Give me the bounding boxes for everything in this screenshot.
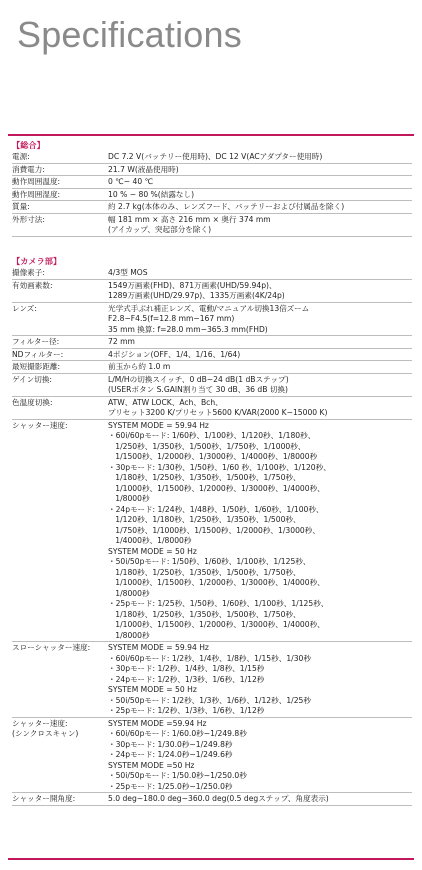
spec-value-line: ・25pモード: 1/2秒、1/3秒、1/6秒、1/12秒	[108, 706, 265, 715]
spec-row	[12, 201, 412, 214]
spec-label: 質量:	[12, 202, 30, 211]
spec-label: NDフィルター:	[12, 349, 64, 359]
spec-label: シャッター速度:	[12, 420, 68, 430]
spec-value	[108, 165, 412, 176]
section-title: 【カメラ部】	[12, 256, 62, 266]
spec-value-line: ・60i/60pモード: 1/2秒、1/4秒、1/8秒、1/15秒、1/30秒	[108, 653, 311, 663]
spec-row	[12, 374, 412, 397]
spec-row	[12, 642, 412, 718]
spec-value-line: SYSTEM MODE =59.94 Hz	[108, 718, 207, 728]
spec-value-line: 幅 181 mm × 高さ 216 mm × 奥行 374 mm	[108, 214, 271, 224]
spec-value-line: SYSTEM MODE = 59.94 Hz	[108, 643, 209, 652]
spec-label: スローシャッター速度:	[12, 643, 91, 652]
spec-value-line: ・24pモード: 1/24.0秒~1/249.6秒	[108, 750, 233, 759]
spec-row	[12, 336, 412, 349]
spec-value	[108, 350, 412, 361]
spec-value-line: 5.0 deg~180.0 deg~360.0 deg(0.5 degステップ、角度表示)	[108, 794, 329, 803]
spec-value-line: (アイカップ、突起部分を除く)	[108, 225, 212, 234]
spec-value-line: ・60i/60pモード: 1/60秒、1/100秒、1/120秒、1/180秒、	[108, 431, 316, 440]
spec-label: レンズ:	[12, 303, 37, 313]
spec-value	[108, 304, 412, 336]
spec-row	[12, 397, 412, 420]
camera-section	[12, 256, 412, 806]
spec-value-line: 4/3型 MOS	[108, 268, 148, 277]
spec-label: ゲイン切換:	[12, 374, 52, 384]
spec-label: 消費電力:	[12, 164, 45, 174]
spec-value	[108, 643, 412, 717]
spec-value	[108, 177, 412, 188]
spec-value-line: ・50i/50pモード: 1/50.0秒~1/250.0秒	[108, 771, 247, 780]
spec-value	[108, 398, 412, 419]
spec-row	[12, 267, 412, 280]
spec-value-line: ・25pモード: 1/25.0秒~1/250.0秒	[108, 781, 233, 791]
spec-value-line: 1/180秒、1/250秒、1/350秒、1/500秒、1/750秒、	[108, 609, 301, 619]
spec-value	[108, 421, 412, 642]
spec-label: 電源:	[12, 152, 30, 161]
spec-value-line: 前玉から約 1.0 m	[108, 362, 171, 371]
spec-label: 動作周囲湿度:	[12, 189, 61, 199]
spec-value	[108, 362, 412, 373]
spec-value-line: 1/1000秒、1/1500秒、1/2000秒、1/3000秒、1/4000秒、	[108, 483, 325, 493]
spec-row	[12, 718, 412, 794]
spec-value	[108, 794, 412, 805]
spec-value-line: F2.8−F4.5(f=12.8 mm−167 mm)	[108, 314, 235, 323]
spec-label: フィルター径:	[12, 337, 60, 346]
spec-value-line: ・50i/50pモード: 1/2秒、1/3秒、1/6秒、1/12秒、1/25秒	[108, 695, 311, 705]
spec-row	[12, 176, 412, 189]
spec-value-line: 1/180秒、1/250秒、1/350秒、1/500秒、1/750秒、	[108, 473, 301, 482]
spec-row	[12, 420, 412, 643]
spec-value-line: 1/1000秒、1/1500秒、1/2000秒、1/3000秒、1/4000秒、	[108, 578, 325, 587]
spec-value-line: 1549万画素(FHD)、871万画素(UHD/59.94p)、	[108, 280, 277, 290]
spec-value-line: ・30pモード: 1/2秒、1/4秒、1/8秒、1/15秒	[108, 664, 265, 673]
spec-value-line: 1/250秒、1/350秒、1/500秒、1/750秒、1/1000秒、	[108, 441, 306, 451]
spec-value	[108, 337, 412, 348]
spec-value-line: 1/8000秒	[108, 588, 150, 598]
spec-label: 最短撮影距離:	[12, 362, 61, 371]
spec-value	[108, 375, 412, 396]
spec-value-line: 約 2.7 kg(本体のみ、レンズフード、バッテリーおよび付属品を除く)	[108, 202, 345, 211]
spec-row	[12, 303, 412, 337]
spec-rows	[12, 267, 412, 806]
spec-row	[12, 280, 412, 303]
spec-value-line: ・24pモード: 1/2秒、1/3秒、1/6秒、1/12秒	[108, 674, 265, 684]
spec-value-line: 1/1000秒、1/1500秒、1/2000秒、1/3000秒、1/4000秒、	[108, 620, 325, 629]
spec-row	[12, 189, 412, 202]
spec-value	[108, 215, 412, 236]
spec-value-line: 4ポジション(OFF、1/4、1/16、1/64)	[108, 349, 241, 359]
spec-value-line: SYSTEM MODE = 50 Hz	[108, 685, 197, 694]
top-rule	[8, 134, 414, 136]
spec-value	[108, 268, 412, 279]
spec-label: 色温度切換:	[12, 397, 53, 407]
spec-value-line: 72 mm	[108, 337, 135, 346]
spec-value-line: DC 7.2 V(バッテリー使用時)、DC 12 V(ACアダプター使用時)	[108, 152, 323, 161]
section-title: 【総合】	[12, 140, 45, 150]
spec-value-line: ・24pモード: 1/24秒、1/48秒、1/50秒、1/60秒、1/100秒、	[108, 504, 324, 514]
spec-value-line: ・25pモード: 1/25秒、1/50秒、1/60秒、1/100秒、1/125秒、	[108, 599, 329, 608]
spec-value-line: ATW、ATW LOCK、Ach、Bch、	[108, 397, 223, 407]
spec-label: シャッター速度: (シンクロスキャン)	[12, 718, 79, 738]
spec-value-line: SYSTEM MODE =50 Hz	[108, 760, 195, 770]
spec-label: 動作周囲温度:	[12, 177, 61, 186]
spec-value-line: 0 ℃~ 40 ℃	[108, 177, 154, 186]
spec-value-line: 10 % ~ 80 %(結露なし)	[108, 189, 195, 199]
spec-value-line: 1/180秒、1/250秒、1/350秒、1/500秒、1/750秒、	[108, 567, 301, 577]
spec-value-line: プリセット3200 K/プリセット5600 K/VAR(2000 K~15000 K)	[108, 408, 328, 417]
bottom-rule	[8, 858, 414, 860]
spec-value-line: SYSTEM MODE = 59.94 Hz	[108, 420, 209, 430]
spec-value-line: 1/750秒、1/1000秒、1/1500秒、1/2000秒、1/3000秒、	[108, 525, 320, 535]
spec-value-line: ・30pモード: 1/30.0秒~1/249.8秒	[108, 739, 233, 749]
spec-value-line: 21.7 W(液晶使用時)	[108, 164, 179, 174]
spec-row	[12, 361, 412, 374]
spec-value-line: ・60i/60pモード: 1/60.0秒~1/249.8秒	[108, 729, 247, 738]
page-title: Specifications	[17, 14, 242, 55]
spec-label: シャッター開角度:	[12, 794, 76, 803]
spec-value	[108, 202, 412, 213]
spec-value-line: (USERボタン S.GAIN割り当て 30 dB、36 dB 切換)	[108, 385, 289, 394]
spec-label: 外形寸法:	[12, 214, 45, 224]
spec-value-line: 1/4000秒、1/8000秒	[108, 536, 192, 545]
spec-value-line: ・50i/50pモード: 1/50秒、1/60秒、1/100秒、1/125秒、	[108, 557, 311, 566]
spec-rows	[12, 151, 412, 237]
spec-row	[12, 164, 412, 177]
spec-value-line: ・30pモード: 1/30秒、1/50秒、1/60 秒、1/100秒、1/120秒、	[108, 462, 331, 472]
spec-value	[108, 719, 412, 793]
spec-value-line: 1289万画素(UHD/29.97p)、1335万画素(4K/24p)	[108, 291, 285, 300]
spec-row	[12, 349, 412, 362]
general-section	[12, 140, 412, 237]
spec-row	[12, 214, 412, 237]
spec-value-line: 1/8000秒	[108, 494, 150, 503]
spec-label: 有効画素数:	[12, 280, 53, 290]
spec-value-line: L/M/Hの切換スイッチ、0 dB~24 dB(1 dBステップ)	[108, 374, 289, 384]
spec-value	[108, 190, 412, 201]
spec-row	[12, 793, 412, 806]
spec-value-line: SYSTEM MODE = 50 Hz	[108, 546, 197, 556]
spec-value-line: 1/1500秒、1/2000秒、1/3000秒、1/4000秒、1/8000秒	[108, 452, 318, 461]
spec-value-line: 1/120秒、1/180秒、1/250秒、1/350秒、1/500秒、	[108, 515, 301, 524]
spec-value	[108, 152, 412, 163]
spec-row	[12, 151, 412, 164]
spec-value-line: 35 mm 換算: f=28.0 mm−365.3 mm(FHD)	[108, 324, 268, 334]
spec-label: 撮像素子:	[12, 268, 45, 277]
spec-value	[108, 281, 412, 302]
spec-value-line: 光学式手ぶれ補正レンズ、電動/マニュアル切換13倍ズーム	[108, 303, 310, 313]
spec-value-line: 1/8000秒	[108, 630, 150, 640]
